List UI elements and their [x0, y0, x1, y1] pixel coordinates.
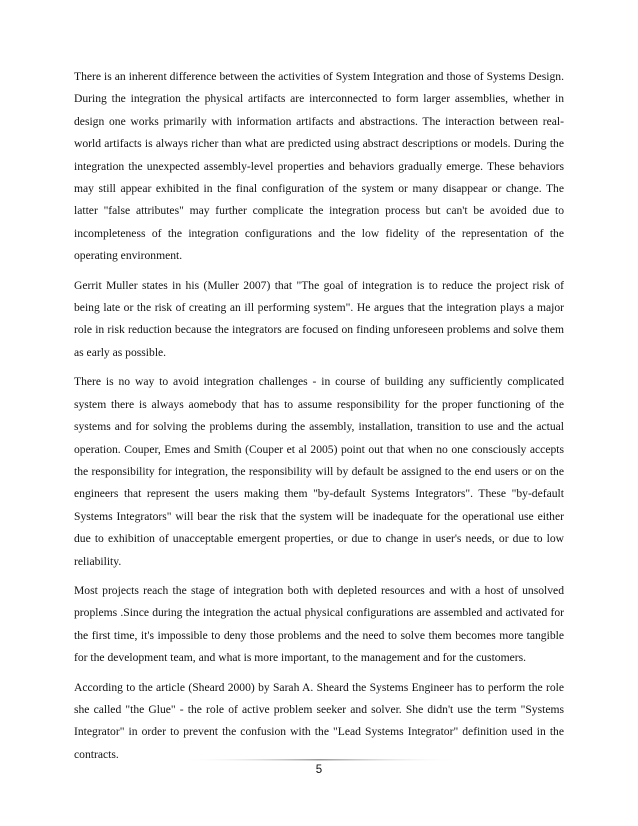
paragraph-depleted-resources: Most projects reach the stage of integration both with depleted resources and with a host of unsolved proplems .Since during the integration the actual physical configurations are assembled and activated for the first time, it's impossible to deny those problems and the need to solve them becomes more tangible for the development team, and what is more important, to the management and for the customers.	[74, 583, 564, 665]
paragraph-integration-challenges: There is no way to avoid integration challenges - in course of building any sufficiently complicated system there is always aomebody that has to assume responsibility for the proper functioning of the systems and for solving the problems during the assembly, installation, transition to use and the actual operation. Couper, Emes and Smith (Couper et al 2005) point out that when no one consciously accepts the responsibility for integration, the responsibility will by default be assigned to the end users or on the engineers that represent the users making them "by-default Systems Integrators". These "by-default Systems Integrators" will bear the risk that the system will be inadequate for the operational use either due to exhibition of unacceptable emergent properties, or due to change in user's needs, or due to low reliability.	[74, 375, 564, 568]
footer-divider	[180, 759, 460, 761]
page-number: 5	[315, 764, 323, 776]
paragraph-sheard-glue: According to the article (Sheard 2000) by Sarah A. Sheard the Systems Engineer has to perform the role she called "the Glue" - the role of active problem seeker and solver. She didn't use the term "Systems Integrator" in order to prevent the confusion with the "Lead Systems Integrator" definition used in the contracts.	[74, 680, 564, 761]
document-body	[74, 66, 564, 773]
paragraph-muller-quote: Gerrit Muller states in his (Muller 2007) that "The goal of integration is to reduce the project risk of being late or the risk of creating an ill performing system". He argues that the integration plays a major role in risk reduction because the integrators are focused on finding unforeseen problems and solve them as early as possible.	[74, 278, 564, 359]
paragraph-integration-vs-design: There is an inherent difference between the activities of System Integration and those of Systems Design. During the integration the physical artifacts are interconnected to form larger assemblies, whether in design one works primarily with information artifacts and abstractions. The interaction between real-world artifacts is always richer than what are predicted using abstract descriptions or models. During the integration the unexpected assembly-level properties and behaviors gradually emerge. These behaviors may still appear exhibited in the final configuration of the system or many disappear or change. The latter "false attributes" may further complicate the integration process but can't be avoided due to incompleteness of the integration configurations and the low fidelity of the representation of the operating environment.	[74, 70, 564, 263]
